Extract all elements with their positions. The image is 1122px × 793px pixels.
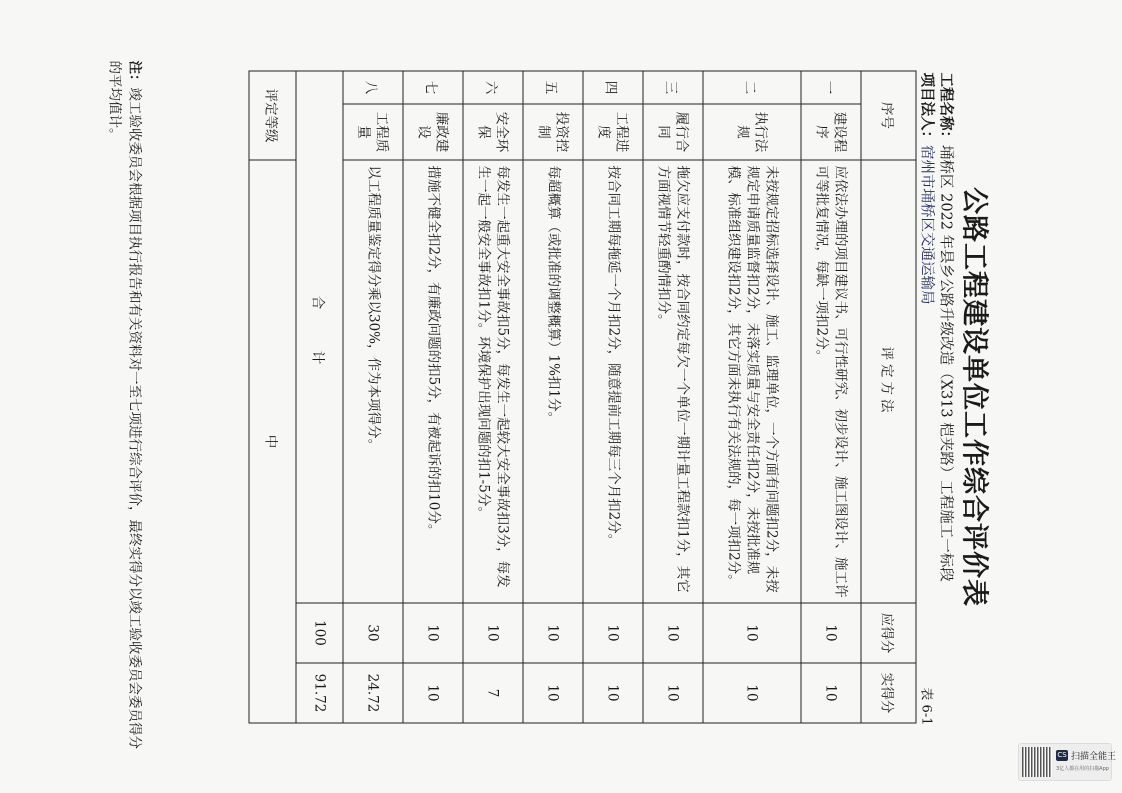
row-method: 每发生一起重大安全事故扣5分，每发生一起较大安全事故扣3分，每发生一起一般安全事故扣1分。环境保护出现问题的扣1-5分。 (463, 160, 523, 603)
watermark-tagline: 3亿人都在用的扫描App (1056, 766, 1109, 772)
row-actual-score: 10 (583, 663, 643, 723)
table-row (643, 71, 703, 723)
table-row (801, 71, 861, 723)
total-row (296, 71, 343, 723)
project-owner-label: 项目法人： (918, 72, 935, 145)
row-actual-score: 10 (523, 663, 583, 723)
row-method: 以工程质量鉴定得分乘以30%，作为本项得分。 (343, 160, 403, 603)
row-actual-score: 10 (643, 663, 703, 723)
row-number: 三 (643, 71, 703, 104)
row-number: 四 (583, 71, 643, 104)
table-row (343, 71, 403, 723)
header-due: 应得分 (861, 603, 916, 663)
row-method: 每超概算（或批准的调整概算）1%扣1分。 (523, 160, 583, 603)
row-number: 一 (801, 71, 861, 104)
scanner-watermark (1018, 743, 1117, 781)
row-method: 未按规定招标选择设计、施工、监理单位，一个方面有问题扣2分，未按规定申请质量监督扣2分，未落实质量与安全责任扣2分，未按批准规模、标准组织建设扣2分，其它方面未执行有关法规的，每一项扣2分。 (703, 160, 801, 603)
table-row (523, 71, 583, 723)
row-item: 工程质量 (343, 104, 403, 160)
cs-logo-icon: CS (1057, 751, 1067, 759)
row-due-score: 10 (523, 603, 583, 663)
row-item: 投资控制 (523, 104, 583, 160)
header-got: 实得分 (861, 663, 916, 723)
row-method: 按合同工期每拖延一个月扣2分，随意提前工期每三个月扣2分。 (583, 160, 643, 603)
grade-value: 中 (249, 160, 296, 723)
row-actual-score: 10 (403, 663, 463, 723)
row-number: 五 (523, 71, 583, 104)
grade-label: 评定等级 (249, 71, 296, 160)
table-row (703, 71, 801, 723)
table-row (403, 71, 463, 723)
row-number: 二 (703, 71, 801, 104)
row-number: 六 (463, 71, 523, 104)
row-actual-score: 10 (801, 663, 861, 723)
project-owner-value: 宿州市埇桥区交通运输局 (918, 144, 934, 304)
row-number: 八 (343, 71, 403, 104)
total-label: 合 计 (296, 71, 343, 603)
form-number: 表 6-1 (918, 686, 933, 725)
row-due-score: 10 (703, 603, 801, 663)
project-name-label: 工程名称： (937, 72, 954, 145)
row-item: 执行法规 (703, 104, 801, 160)
header-no: 序号 (861, 71, 916, 160)
row-due-score: 30 (343, 603, 403, 663)
row-item: 安全环保 (463, 104, 523, 160)
header-method: 评定方法 (861, 160, 916, 603)
row-due-score: 10 (643, 603, 703, 663)
watermark-brand: 扫描全能王 (1071, 752, 1117, 762)
project-name-line (936, 72, 954, 722)
row-due-score: 10 (463, 603, 523, 663)
table-row (583, 71, 643, 723)
document-title: 公路工程建设单位工作综合评价表 (958, 186, 989, 607)
row-method: 拖欠应支付款时，按合同约定每欠一个单位一期计量工程款扣1分，其它方面视情节轻重酌情扣分。 (643, 160, 703, 603)
row-actual-score: 24.72 (343, 663, 403, 723)
table-row (463, 71, 523, 723)
row-method: 措施不健全扣2分，有廉政问题的扣5分，有被起诉的扣10分。 (403, 160, 463, 603)
grade-row (249, 71, 296, 723)
total-actual-score: 91.72 (296, 663, 343, 723)
footnote (104, 60, 144, 750)
footnote-text: 竣工验收委员会根据项目执行报告和有关资料对一至七项进行综合评价，最终实得分以竣工验收委员会委员得分的平均值计。 (106, 60, 142, 749)
row-item: 工程进度 (583, 104, 643, 160)
footnote-label: 注： (126, 60, 142, 87)
project-name-value: 埇桥区 2022 年县乡公路升级改造（X313 桤夹路）工程施工一标段 (937, 144, 953, 582)
row-item: 建设程序 (801, 104, 861, 160)
total-due-score: 100 (296, 603, 343, 663)
row-due-score: 10 (583, 603, 643, 663)
row-actual-score: 7 (463, 663, 523, 723)
row-method: 应依法办理的项目建议书、可行性研究、初步设计、施工图设计、施工许可等批复情况，每缺一项扣2分。 (801, 160, 861, 603)
row-actual-score: 10 (703, 663, 801, 723)
evaluation-table (248, 70, 916, 723)
row-item: 履行合同 (643, 104, 703, 160)
row-due-score: 10 (403, 603, 463, 663)
qr-code-icon (1022, 747, 1052, 777)
project-owner-line (917, 72, 935, 722)
row-item: 廉政建设 (403, 104, 463, 160)
row-due-score: 10 (801, 603, 861, 663)
table-header-row (861, 71, 916, 723)
row-number: 七 (403, 71, 463, 104)
